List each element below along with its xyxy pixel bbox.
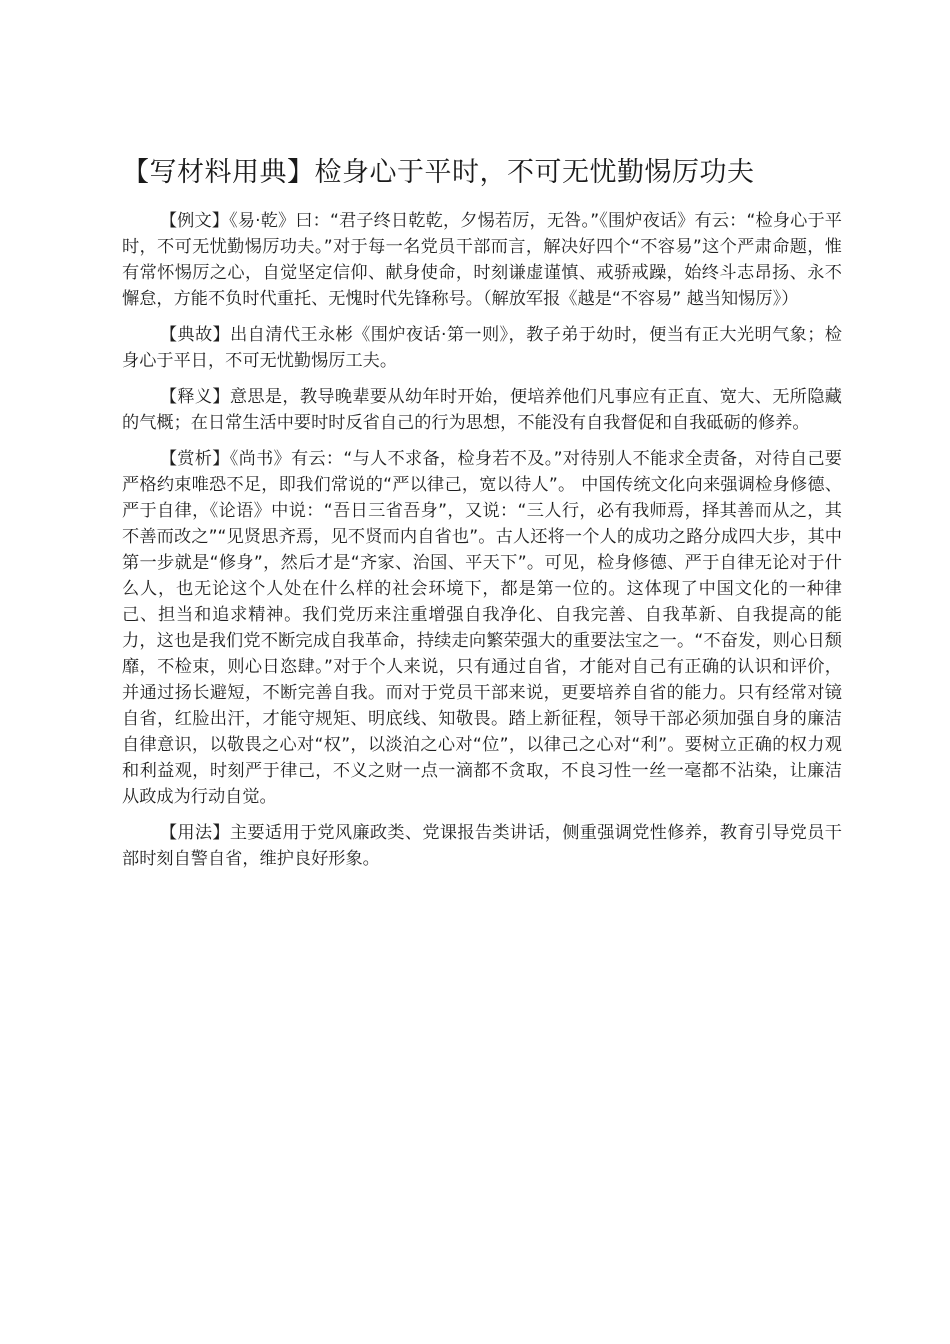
paragraph-example: 【例文】《易·乾》曰：“君子终日乾乾，夕惕若厉，无咎。”《围炉夜话》有云：“检身心于平时，不可无忧勤惕厉功夫。”对于每一名党员干部而言，解决好四个“不容易”这个严肃命题，惟有常怀惕厉之心，自觉坚定信仰、献身使命，时刻谦虚谨慎、戒骄戒躁，始终斗志昂扬、永不懈怠，方能不负时代重托、无愧时代先锋称号。（解放军报《越是“不容易” 越当知惕厉》） (122, 211, 842, 309)
document-body (122, 208, 842, 882)
paragraph-allusion: 【典故】出自清代王永彬《围炉夜话·第一则》，教子弟于幼时，便当有正大光明气象；检身心于平日，不可无忧勤惕厉工夫。 (122, 325, 842, 371)
paragraph-usage: 【用法】主要适用于党风廉政类、党课报告类讲话，侧重强调党性修养，教育引导党员干部时刻自警自省，维护良好形象。 (122, 823, 842, 869)
document-title: 【写材料用典】检身心于平时，不可无忧勤惕厉功夫 (122, 157, 755, 188)
paragraph-meaning: 【释义】意思是，教导晚辈要从幼年时开始，便培养他们凡事应有正直、宽大、无所隐藏的气概；在日常生活中要时时反省自己的行为思想，不能没有自我督促和自我砥砺的修养。 (122, 387, 842, 433)
paragraph-appreciation: 【赏析】《尚书》有云：“与人不求备，检身若不及。”对待别人不能求全责备，对待自己要严格约束唯恐不足，即我们常说的“严以律己，宽以待人”。 中国传统文化向来强调检身修德、严于自律，《论语》中说：“吾日三省吾身”，又说：“三人行，必有我师焉，择其善而从之，其不善而改之”“见贤思齐焉，见不贤而内自省也”。古人还将一个人的成功之路分成四大步，其中第一步就是“修身”，然后才是“齐家、治国、平天下”。可见，检身修德、严于自律无论对于什么人，也无论这个人处在什么样的社会环境下，都是第一位的。这体现了中国文化的一种律己、担当和追求精神。我们党历来注重增强自我净化、自我完善、自我革新、自我提高的能力，这也是我们党不断完成自我革命，持续走向繁荣强大的重要法宝之一。“不奋发，则心日颓靡，不检束，则心日恣肆。”对于个人来说，只有通过自省，才能对自己有正确的认识和评价，并通过扬长避短，不断完善自我。而对于党员干部来说，更要培养自省的能力。只有经常对镜自省，红脸出汗，才能守规矩、明底线、知敬畏。踏上新征程，领导干部必须加强自身的廉洁自律意识，以敬畏之心对“权”，以淡泊之心对“位”，以律己之心对“利”。要树立正确的权力观和利益观，时刻严于律己，不义之财一点一滴都不贪取，不良习性一丝一毫都不沾染，让廉洁从政成为行动自觉。 (122, 449, 842, 807)
